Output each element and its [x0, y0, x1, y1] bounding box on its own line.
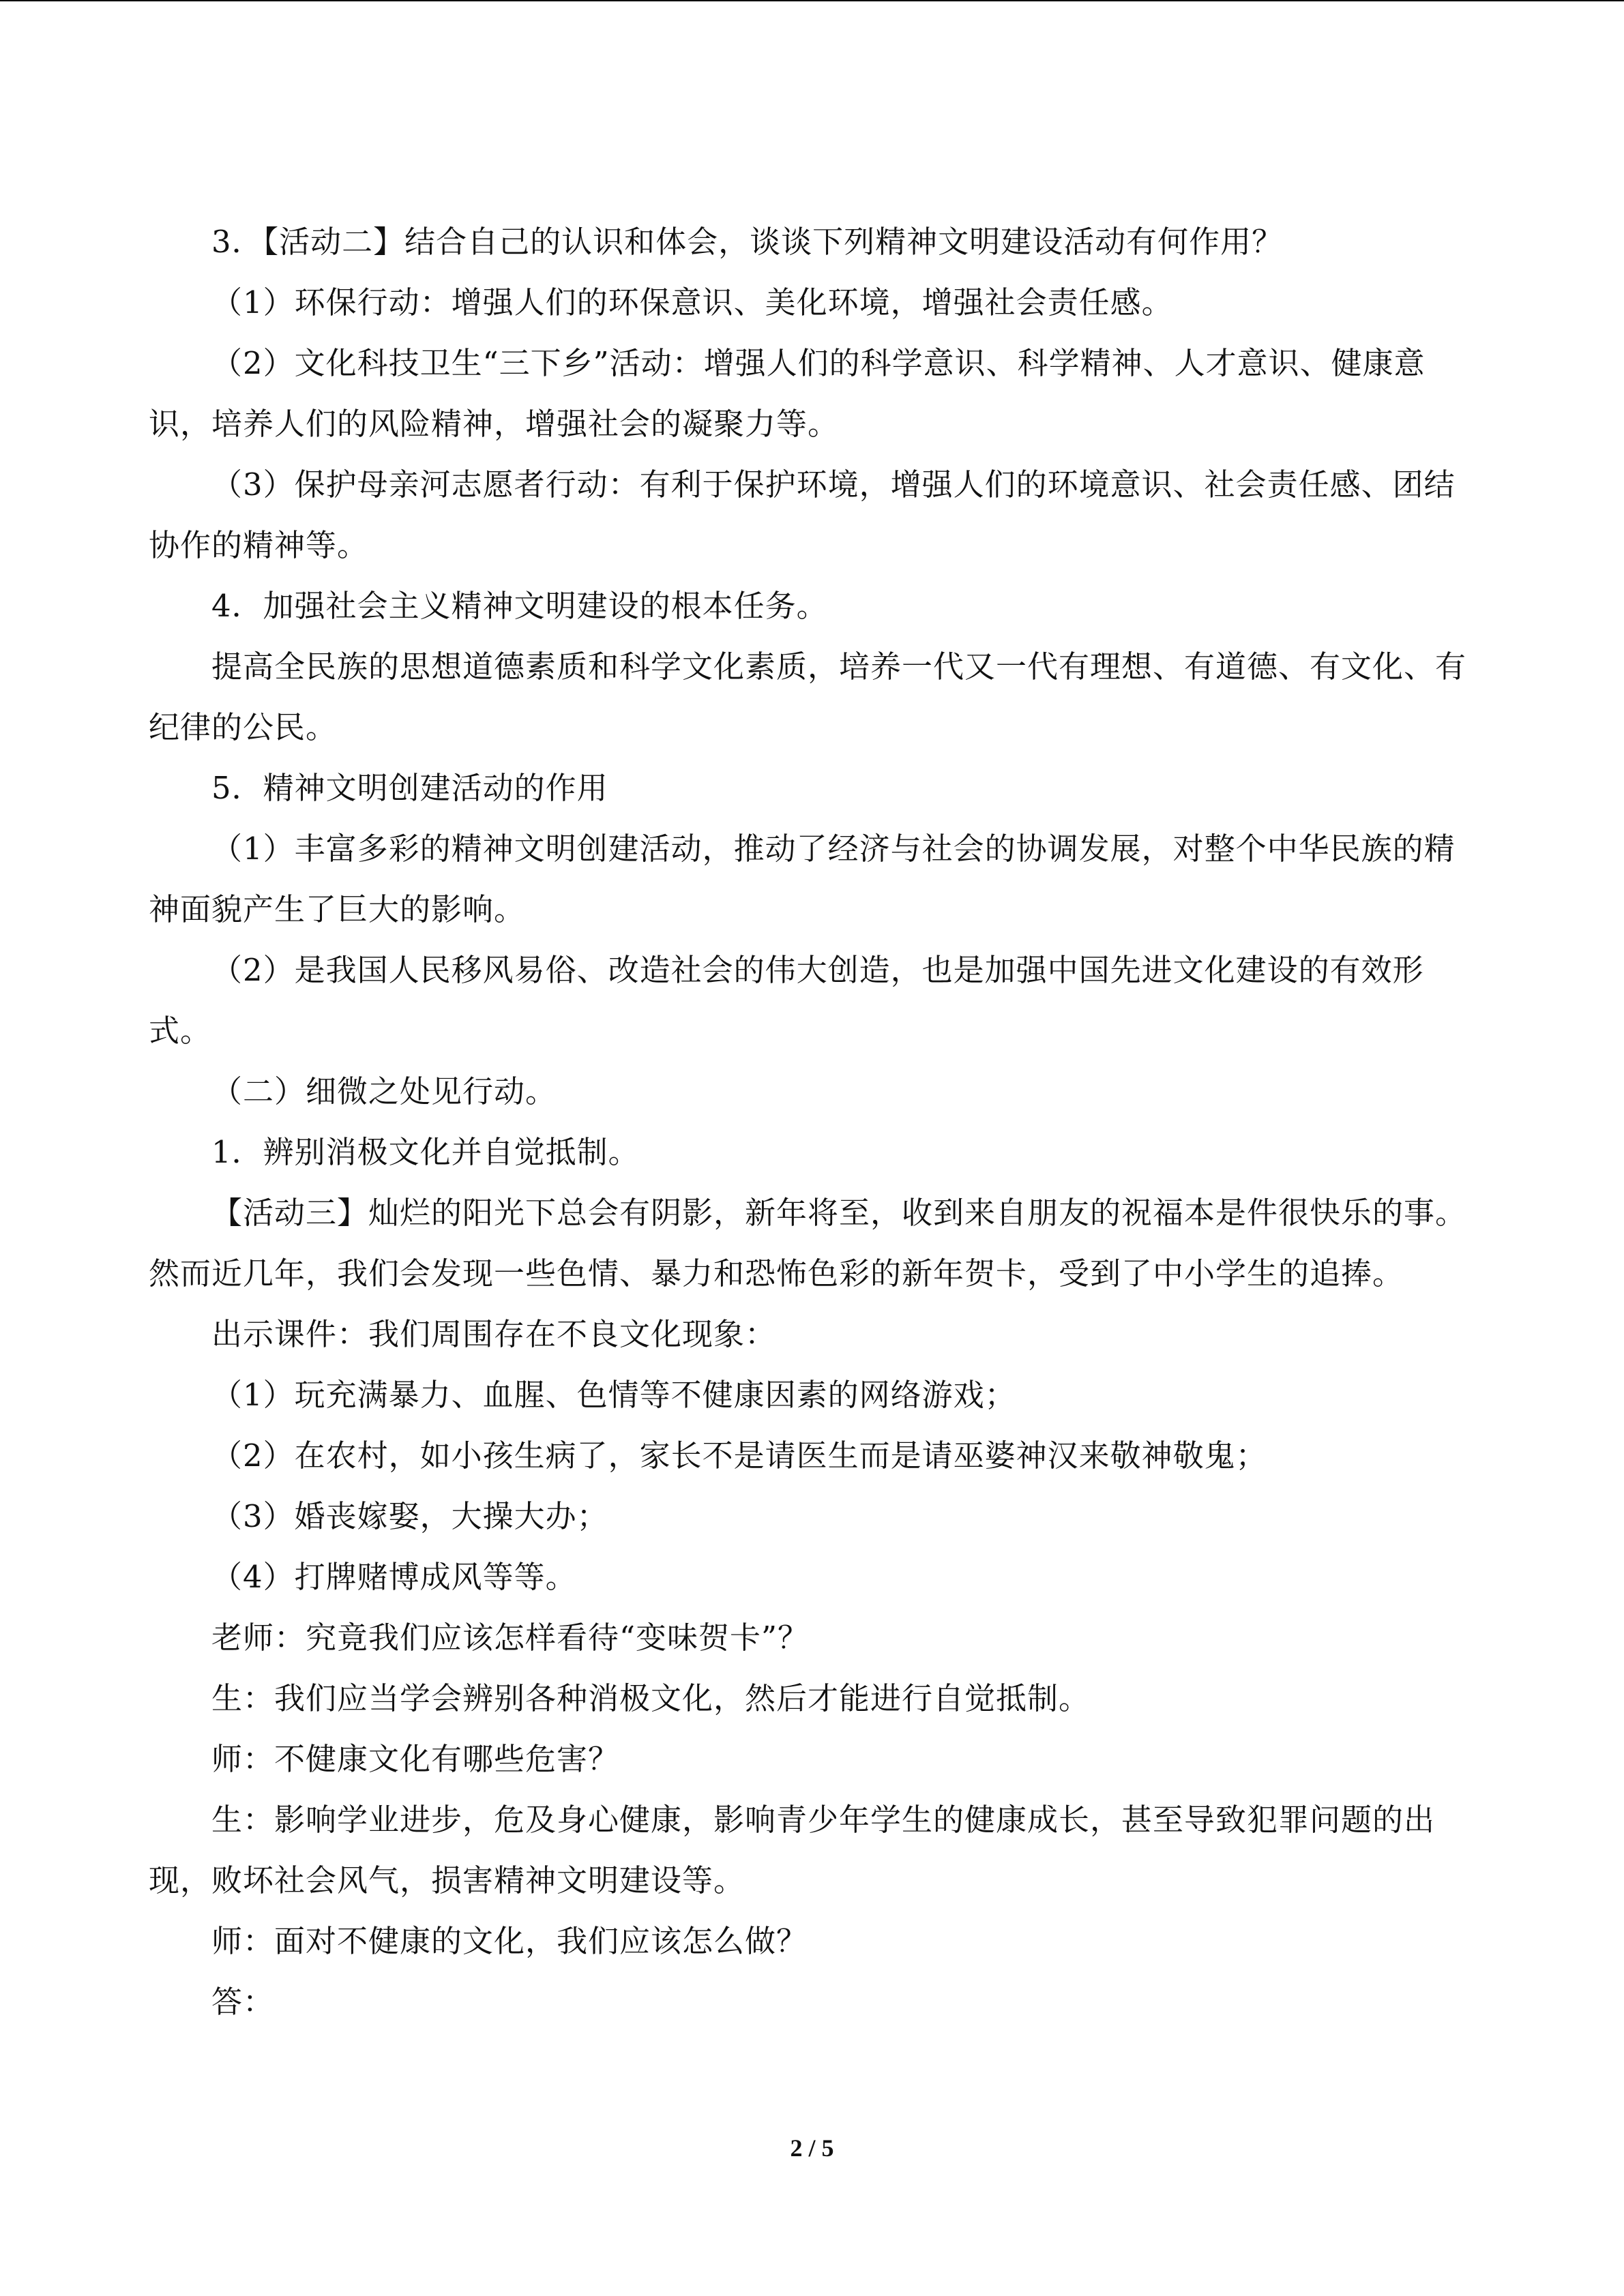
- dialogue-answer-label: 答：: [211, 1984, 275, 2020]
- dialogue-teacher-question-two: 师：不健康文化有哪些危害？: [211, 1741, 620, 1777]
- paragraph-role-one: （1）丰富多彩的精神文明创建活动，推动了经济与社会的协调发展，对整个中华民族的精神面貌产生了巨大的影响。: [149, 831, 1456, 927]
- paragraph-identify-negative-culture: 1．辨别消极文化并自觉抵制。: [211, 1134, 640, 1170]
- paragraph-fundamental-task-heading: 4．加强社会主义精神文明建设的根本任务。: [211, 588, 828, 624]
- paragraph-activity-three: 【活动三】灿烂的阳光下总会有阴影，新年将至，收到来自朋友的祝福本是件很快乐的事。然而近几年，我们会发现一些色情、暴力和恐怖色彩的新年贺卡，受到了中小学生的追捧。: [149, 1195, 1467, 1292]
- page-number: 2 / 5: [790, 2134, 834, 2162]
- paragraph-activity-two: 3．【活动二】结合自己的认识和体会，谈谈下列精神文明建设活动有何作用？: [211, 224, 1284, 260]
- list-item-gambling: （4）打牌赌博成风等等。: [211, 1559, 577, 1595]
- paragraph-mother-river: （3）保护母亲河志愿者行动：有利于保护环境，增强人们的环境意识、社会责任感、团结协作的精神等。: [149, 466, 1456, 563]
- dialogue-student-answer-one: 生：我们应当学会辨别各种消极文化，然后才能进行自觉抵制。: [211, 1680, 1091, 1716]
- dialogue-teacher-question-one: 老师：究竟我们应该怎样看待“变味贺卡”？: [211, 1620, 810, 1656]
- paragraph-environmental-action: （1）环保行动：增强人们的环保意识、美化环境，增强社会责任感。: [211, 284, 1173, 320]
- paragraph-courseware: 出示课件：我们周围存在不良文化现象：: [211, 1316, 777, 1352]
- list-item-online-games: （1）玩充满暴力、血腥、色情等不健康因素的网络游戏；: [211, 1377, 1016, 1413]
- top-border-line: [0, 0, 1624, 1]
- list-item-weddings-funerals: （3）婚丧嫁娶，大操大办；: [211, 1498, 608, 1534]
- section-heading-action: （二）细微之处见行动。: [211, 1073, 557, 1109]
- list-item-superstition: （2）在农村，如小孩生病了，家长不是请医生而是请巫婆神汉来敬神敬鬼；: [211, 1437, 1267, 1474]
- document-body: [149, 211, 1475, 2032]
- dialogue-student-answer-two: 生：影响学业进步，危及身心健康，影响青少年学生的健康成长，甚至导致犯罪问题的出现，败坏社会风气，损害精神文明建设等。: [149, 1802, 1436, 1898]
- paragraph-three-to-countryside: （2）文化科技卫生“三下乡”活动：增强人们的科学意识、科学精神、人才意识、健康意识，培养人们的风险精神，增强社会的凝聚力等。: [149, 345, 1426, 442]
- paragraph-role-two: （2）是我国人民移风易俗、改造社会的伟大创造，也是加强中国先进文化建设的有效形式。: [149, 952, 1424, 1049]
- paragraph-role-heading: 5．精神文明创建活动的作用: [211, 770, 608, 806]
- dialogue-teacher-question-three: 师：面对不健康的文化，我们应该怎么做？: [211, 1923, 808, 1959]
- paragraph-fundamental-task: 提高全民族的思想道德素质和科学文化素质，培养一代又一代有理想、有道德、有文化、有纪律的公民。: [149, 648, 1467, 745]
